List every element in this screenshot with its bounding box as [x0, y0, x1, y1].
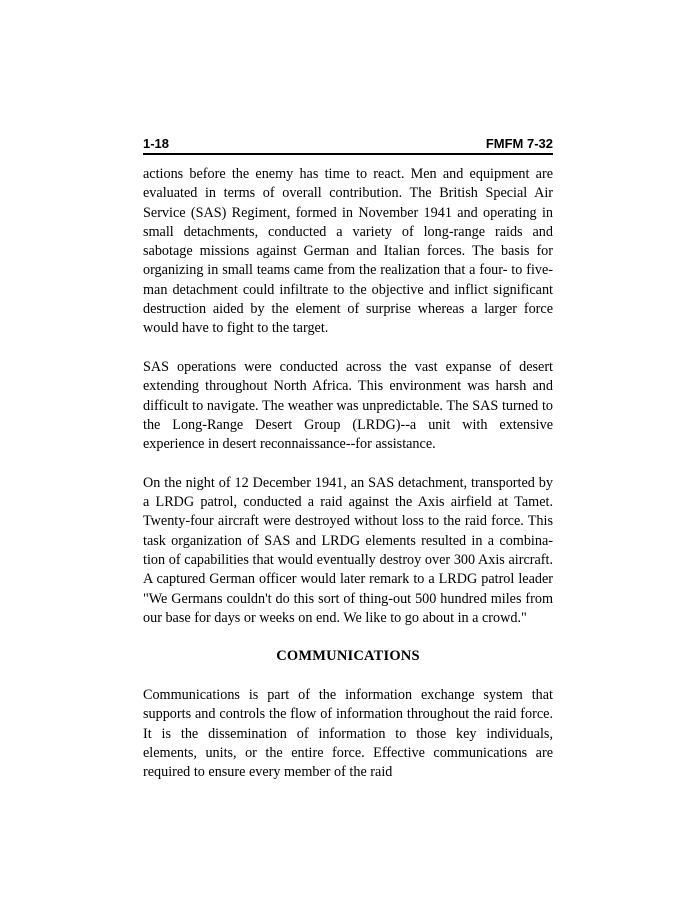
document-id: FMFM 7-32 [485, 136, 553, 151]
paragraph-sas-organization: actions before the enemy has time to react. Men and equipment are evaluated in terms of overall contribution. The British Special Air Service (SAS) Regiment, formed in November 1941 and operating in small detachments, conducted a variety of long-range raids and sabotage missions against German and Italian forces. The basis for organizing in small teams came from the realization that a four- to five-man detachment could infiltrate to the objective and inflict significant destruction aided by the element of surprise whereas a larger force would have to fight to the target. [143, 166, 553, 337]
paragraph-sas-operations: SAS operations were conducted across the vast expanse of desert extending throughout North Africa. This environment was harsh and difficult to navigate. The weather was unpredictable. The SAS turned to the Long-Range Desert Group (LRDG)--a unit with extensive experience in desert reconnaissance--for assistance. [143, 358, 553, 453]
paragraph-tamet-raid: On the night of 12 December 1941, an SAS detachment, transported by a LRDG patrol, conducted a raid against the Axis airfield at Tamet. Twenty-four aircraft were destroyed without loss to the raid force. This task organization of SAS and LRDG elements resulted in a combina-tion of capabilities that would eventually destroy over 300 Axis aircraft. A captured German officer would later remark to a LRDG patrol leader "We Germans couldn't do this sort of thing-out 500 hundred miles from our base for days or weeks on end. We like to go about in a crowd." [143, 474, 553, 626]
section-heading: COMMUNICATIONS [276, 648, 420, 665]
running-header [143, 135, 553, 155]
page-number: 1-18 [143, 136, 170, 151]
paragraph-communications: Communications is part of the information exchange system that supports and controls the flow of information throughout the raid force. It is the dissemination of information to those key individuals, elements, units, or the entire force. Effective communications are required to ensure every member of the raid [143, 687, 553, 781]
body-text [143, 165, 553, 802]
